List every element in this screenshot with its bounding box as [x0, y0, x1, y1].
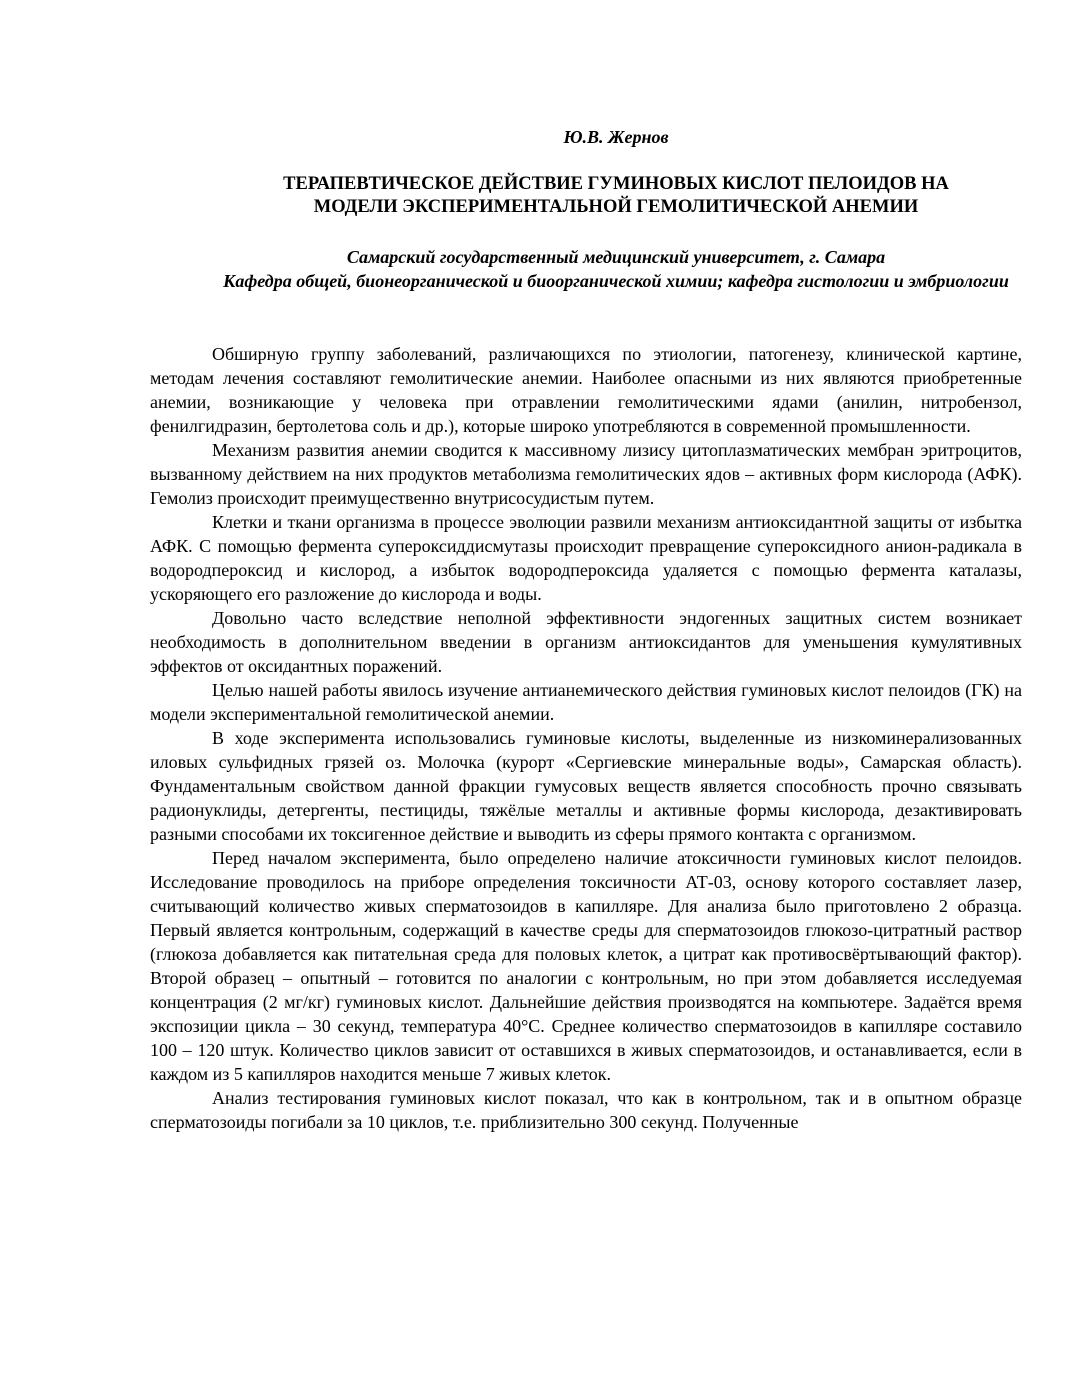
body-text	[150, 342, 1022, 1134]
affiliation-line-1: Самарский государственный медицинский университет, г. Самара	[346, 247, 886, 267]
affiliation-line-2: Кафедра общей, бионеорганической и биоорганической химии; кафедра гистологии и эмбриологии	[223, 271, 1009, 291]
author-name: Ю.В. Жернов	[563, 127, 669, 147]
paragraph: Механизм развития анемии сводится к массивному лизису цитоплазматических мембран эритроцитов, вызванному действием на них продуктов метаболизма гемолитических ядов – активных форм кислорода (АФК). Гемолиз происходит преимущественно внутрисосудистым путем.	[150, 440, 1022, 508]
paragraph: Анализ тестирования гуминовых кислот показал, что как в контрольном, так и в опытном образце сперматозоиды погибали за 10 циклов, т.е. приблизительно 300 секунд. Полученные	[150, 1088, 1022, 1132]
title-line-2: МОДЕЛИ ЭКСПЕРИМЕНТАЛЬНОЙ ГЕМОЛИТИЧЕСКОЙ АНЕМИИ	[313, 197, 919, 217]
paragraph: Довольно часто вследствие неполной эффективности эндогенных защитных систем возникает необходимость в дополнительном введении в организм антиоксидантов для уменьшения кумулятивных эффектов от оксидантных поражений.	[150, 608, 1022, 676]
paragraph: Обширную группу заболеваний, различающихся по этиологии, патогенезу, клинической картине, методам лечения составляют гемолитические анемии. Наиболее опасными из них являются приобретенные анемии, возникающие у человека при отравлении гемолитическими ядами (анилин, нитробензол, фенилгидразин, бертолетова соль и др.), которые широко употребляются в современной промышленности.	[150, 344, 1022, 436]
paper-title	[150, 173, 1071, 219]
paragraph: Перед началом эксперимента, было определено наличие атоксичности гуминовых кислот пелоидов. Исследование проводилось на приборе определения токсичности АТ-03, основу которого составляет лазер, считывающий количество живых сперматозоидов в капилляре. Для анализа было приготовлено 2 образца. Первый является контрольным, содержащий в качестве среды для сперматозоидов глюкозо-цитратный раствор (глюкоза добавляется как питательная среда для половых клеток, а цитрат как противосвёртывающий фактор). Второй образец – опытный – готовится по аналогии с контрольным, но при этом добавляется исследуемая концентрация (2 мг/кг) гуминовых кислот. Дальнейшие действия производятся на компьютере. Задаётся время экспозиции цикла – 30 секунд, температура 40°С. Среднее количество сперматозоидов в капилляре составило 100 – 120 штук. Количество циклов зависит от оставшихся в живых сперматозоидов, и останавливается, если в каждом из 5 капилляров находится меньше 7 живых клеток.	[150, 848, 1022, 1084]
paragraph: В ходе эксперимента использовались гуминовые кислоты, выделенные из низкоминерализованных иловых сульфидных грязей оз. Молочка (курорт «Сергиевские минеральные воды», Самарская область). Фундаментальным свойством данной фракции гумусовых веществ является способность прочно связывать радионуклиды, детергенты, пестициды, тяжёлые металлы и активные формы кислорода, дезактивировать разными способами их токсигенное действие и выводить из сферы прямого контакта с организмом.	[150, 728, 1022, 844]
paragraph: Клетки и ткани организма в процессе эволюции развили механизм антиоксидантной защиты от избытка АФК. С помощью фермента супероксиддисмутазы происходит превращение супероксидного анион-радикала в водородпероксид и кислород, а избыток водородпероксида удаляется с помощью фермента каталазы, ускоряющего его разложение до кислорода и воды.	[150, 512, 1022, 604]
affiliation	[150, 245, 1071, 293]
paragraph: Целью нашей работы явилось изучение антианемического действия гуминовых кислот пелоидов (ГК) на модели экспериментальной гемолитической анемии.	[150, 680, 1022, 724]
title-line-1: ТЕРАПЕВТИЧЕСКОЕ ДЕЙСТВИЕ ГУМИНОВЫХ КИСЛОТ ПЕЛОИДОВ НА	[283, 174, 949, 194]
